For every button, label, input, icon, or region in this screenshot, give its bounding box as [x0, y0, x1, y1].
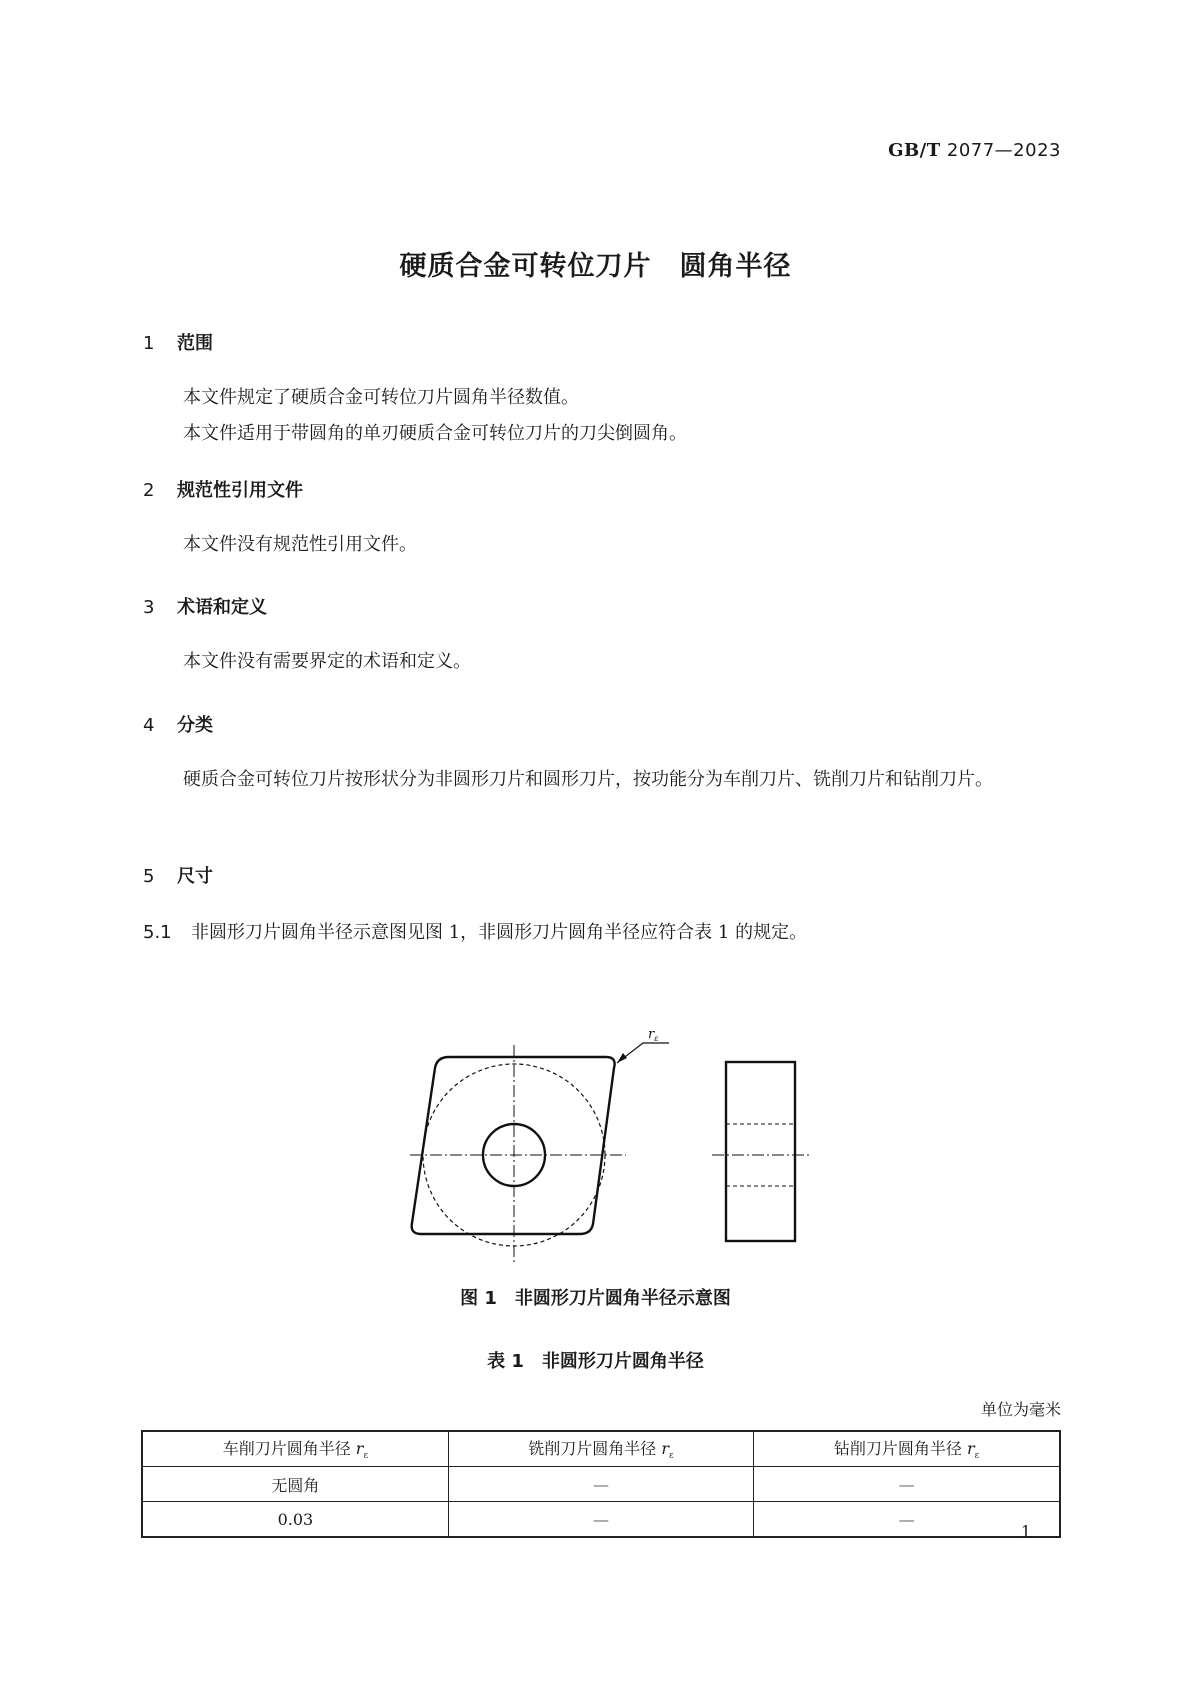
page-number: 1 — [1020, 1522, 1031, 1541]
insert-top-view — [410, 1043, 669, 1262]
table-cell: 0.03 — [142, 1502, 448, 1538]
section-number: 1 — [143, 333, 155, 354]
paragraph-line: 本文件没有需要界定的术语和定义。 — [183, 651, 471, 672]
standard-code: 2077—2023 — [946, 140, 1061, 161]
table-row — [142, 1502, 1060, 1538]
section-number: 4 — [143, 715, 155, 736]
clause-number: 5.1 — [143, 922, 172, 943]
clause-text: 非圆形刀片圆角半径示意图见图 1，非圆形刀片圆角半径应符合表 1 的规定。 — [191, 922, 808, 943]
table-cell: 无圆角 — [142, 1467, 448, 1502]
paragraph-line: 硬质合金可转位刀片按形状分为非圆形刀片和圆形刀片，按功能分为车削刀片、铣削刀片和钻削刀片。 — [183, 769, 993, 790]
section-title: 尺寸 — [177, 866, 213, 887]
radius-leader — [617, 1043, 669, 1063]
section-number: 5 — [143, 866, 155, 887]
table-cell: — — [754, 1467, 1060, 1502]
table-header-row — [142, 1431, 1060, 1467]
section-title: 分类 — [177, 715, 213, 736]
table-cell: — — [448, 1502, 753, 1538]
section-number: 2 — [143, 480, 155, 501]
paragraph-line: 本文件适用于带圆角的单刃硬质合金可转位刀片的刀尖倒圆角。 — [183, 423, 687, 444]
column-header-drilling: 钻削刀片圆角半径 $r_\varepsilon$ — [754, 1431, 1060, 1467]
table-cell: — — [448, 1467, 753, 1502]
paragraph-line: 本文件规定了硬质合金可转位刀片圆角半径数值。 — [183, 387, 579, 408]
section-number: 3 — [143, 597, 155, 618]
radius-subscript: ε — [654, 1034, 659, 1043]
column-header-turning: 车削刀片圆角半径 $r_\varepsilon$ — [142, 1431, 448, 1467]
figure-caption: 图 1 非圆形刀片圆角半径示意图 — [460, 1288, 731, 1309]
radius-arrowhead — [617, 1053, 627, 1063]
document-title: 硬质合金可转位刀片 圆角半径 — [399, 251, 792, 282]
paragraph-line: 本文件没有规范性引用文件。 — [183, 534, 417, 555]
standard-prefix: GB/T — [888, 140, 941, 161]
table-row — [142, 1467, 1060, 1502]
table-caption: 表 1 非圆形刀片圆角半径 — [487, 1351, 704, 1372]
radius-label — [648, 1027, 659, 1043]
table-cell: — — [754, 1502, 1060, 1538]
radius-symbol: r — [648, 1027, 655, 1042]
section-title: 规范性引用文件 — [177, 480, 303, 501]
section-title: 范围 — [177, 333, 213, 354]
insert-outline — [412, 1057, 615, 1234]
column-header-milling: 铣削刀片圆角半径 $r_\varepsilon$ — [448, 1431, 753, 1467]
unit-note: 单位为毫米 — [980, 1400, 1061, 1419]
radius-table — [141, 1430, 1061, 1538]
side-outline — [726, 1062, 795, 1241]
section-title: 术语和定义 — [177, 597, 267, 618]
insert-side-view — [712, 1062, 810, 1241]
